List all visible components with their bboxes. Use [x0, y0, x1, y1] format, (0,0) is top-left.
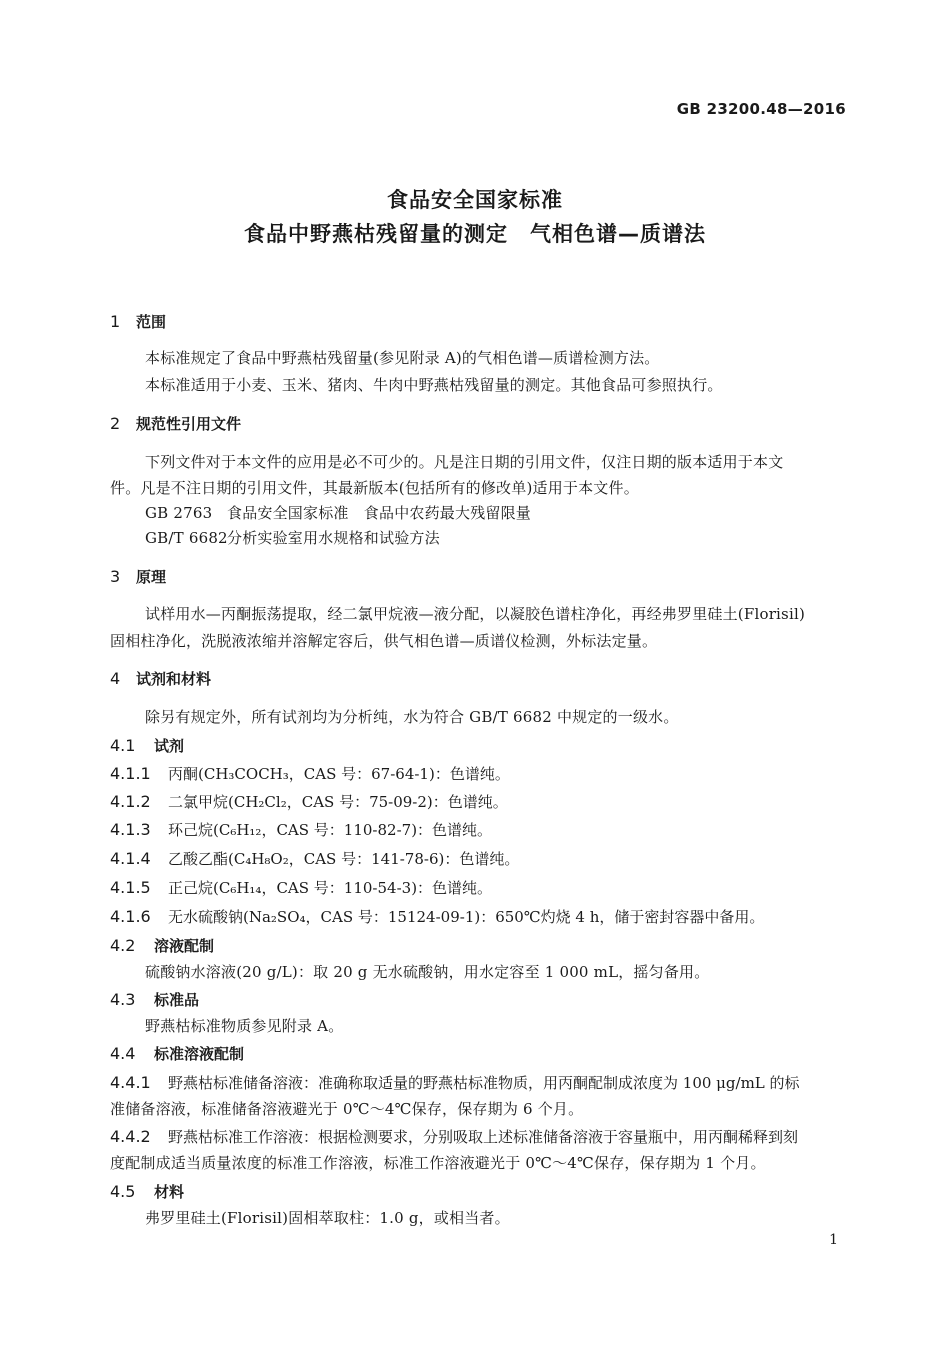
- reference-code: GB/T 6682: [145, 529, 228, 547]
- paragraph: 弗罗里硅土(Florisil)固相萃取柱：1.0 g，或相当者。: [145, 1209, 510, 1227]
- section-number: 2: [110, 414, 121, 433]
- paragraph-continued: 度配制成适当质量浓度的标准工作溶液，标准工作溶液避光于 0℃～4℃保存，保存期为 1 个月。: [110, 1154, 766, 1172]
- paragraph: 试样用水—丙酮振荡提取，经二氯甲烷液—液分配，以凝胶色谱柱净化，再经弗罗里硅土(Florisil): [145, 605, 806, 623]
- reagent-item: [110, 877, 492, 898]
- item-number: 4.4.2: [110, 1127, 151, 1146]
- reagent-item: [110, 763, 510, 784]
- subsection-title: 溶液配制: [154, 937, 215, 955]
- standard-solution-item: [110, 1126, 798, 1147]
- section-1-heading: [110, 311, 166, 332]
- normative-reference: [145, 527, 440, 548]
- paragraph: 硫酸钠水溶液(20 g/L)：取 20 g 无水硫酸钠，用水定容至 1 000 mL，摇匀备用。: [145, 963, 710, 981]
- section-title: 规范性引用文件: [136, 415, 242, 433]
- subsection-4-4-heading: [110, 1043, 244, 1064]
- reagent-item: [110, 819, 492, 840]
- section-title: 范围: [136, 313, 167, 331]
- subsection-number: 4.2: [110, 936, 136, 955]
- subsection-4-2-heading: [110, 935, 214, 956]
- reference-code: GB 2763: [145, 504, 213, 522]
- reagent-item: [110, 791, 508, 812]
- paragraph-continued: 固相柱净化，洗脱液浓缩并溶解定容后，供气相色谱—质谱仪检测，外标法定量。: [110, 632, 658, 650]
- doc-title-line2: 食品中野燕枯残留量的测定 气相色谱—质谱法: [244, 222, 706, 246]
- paragraph: 野燕枯标准物质参见附录 A。: [145, 1017, 344, 1035]
- section-4-heading: [110, 668, 211, 689]
- item-text: 野燕枯标准工作溶液：根据检测要求，分别吸取上述标准储备溶液于容量瓶中，用丙酮稀释到刻: [168, 1128, 799, 1146]
- paragraph: 本标准适用于小麦、玉米、猪肉、牛肉中野燕枯残留量的测定。其他食品可参照执行。: [145, 376, 723, 394]
- subsection-4-3-heading: [110, 989, 199, 1010]
- item-text: 野燕枯标准储备溶液：准确称取适量的野燕枯标准物质，用丙酮配制成浓度为 100 μg/mL 的标: [168, 1074, 800, 1092]
- section-number: 3: [110, 567, 121, 586]
- reagent-item: [110, 848, 519, 869]
- reagent-item: [110, 906, 764, 927]
- standard-code: GB 23200.48—2016: [676, 100, 846, 118]
- subsection-title: 试剂: [154, 737, 185, 755]
- standard-solution-item: [110, 1072, 800, 1093]
- section-title: 原理: [136, 568, 167, 586]
- section-title: 试剂和材料: [136, 670, 212, 688]
- subsection-title: 标准品: [154, 991, 200, 1009]
- item-number: 4.1.3: [110, 820, 151, 839]
- subsection-title: 标准溶液配制: [154, 1045, 245, 1063]
- subsection-number: 4.5: [110, 1182, 136, 1201]
- paragraph: 除另有规定外，所有试剂均为分析纯，水为符合 GB/T 6682 中规定的一级水。: [145, 708, 679, 726]
- reference-title: 食品安全国家标准 食品中农药最大残留限量: [227, 504, 532, 522]
- item-text: 正己烷(C₆H₁₄，CAS 号：110-54-3)：色谱纯。: [168, 879, 493, 897]
- item-text: 乙酸乙酯(C₄H₈O₂，CAS 号：141-78-6)：色谱纯。: [168, 850, 520, 868]
- subsection-number: 4.4: [110, 1044, 136, 1063]
- section-2-heading: [110, 413, 241, 434]
- subsection-title: 材料: [154, 1183, 185, 1201]
- paragraph: 本标准规定了食品中野燕枯残留量(参见附录 A)的气相色谱—质谱检测方法。: [145, 349, 660, 367]
- item-text: 丙酮(CH₃COCH₃，CAS 号：67-64-1)：色谱纯。: [168, 765, 510, 783]
- page-number: 1: [829, 1232, 838, 1248]
- item-number: 4.1.1: [110, 764, 151, 783]
- subsection-4-1-heading: [110, 735, 184, 756]
- item-number: 4.1.4: [110, 849, 151, 868]
- doc-title-line1: 食品安全国家标准: [387, 188, 563, 212]
- paragraph: 下列文件对于本文件的应用是必不可少的。凡是注日期的引用文件，仅注日期的版本适用于本文: [145, 453, 784, 471]
- section-3-heading: [110, 566, 166, 587]
- item-text: 无水硫酸钠(Na₂SO₄，CAS 号：15124-09-1)：650℃灼烧 4 h，储于密封容器中备用。: [168, 908, 765, 926]
- section-number: 1: [110, 312, 121, 331]
- item-number: 4.1.6: [110, 907, 151, 926]
- section-number: 4: [110, 669, 121, 688]
- item-number: 4.1.2: [110, 792, 151, 811]
- normative-reference: [145, 502, 531, 523]
- subsection-number: 4.3: [110, 990, 136, 1009]
- subsection-number: 4.1: [110, 736, 136, 755]
- paragraph-continued: 件。凡是不注日期的引用文件，其最新版本(包括所有的修改单)适用于本文件。: [110, 479, 639, 497]
- item-number: 4.4.1: [110, 1073, 151, 1092]
- item-number: 4.1.5: [110, 878, 151, 897]
- item-text: 二氯甲烷(CH₂Cl₂，CAS 号：75-09-2)：色谱纯。: [168, 793, 508, 811]
- paragraph-continued: 准储备溶液，标准储备溶液避光于 0℃～4℃保存，保存期为 6 个月。: [110, 1100, 584, 1118]
- item-text: 环己烷(C₆H₁₂，CAS 号：110-82-7)：色谱纯。: [168, 821, 493, 839]
- reference-title: 分析实验室用水规格和试验方法: [227, 529, 440, 547]
- subsection-4-5-heading: [110, 1181, 184, 1202]
